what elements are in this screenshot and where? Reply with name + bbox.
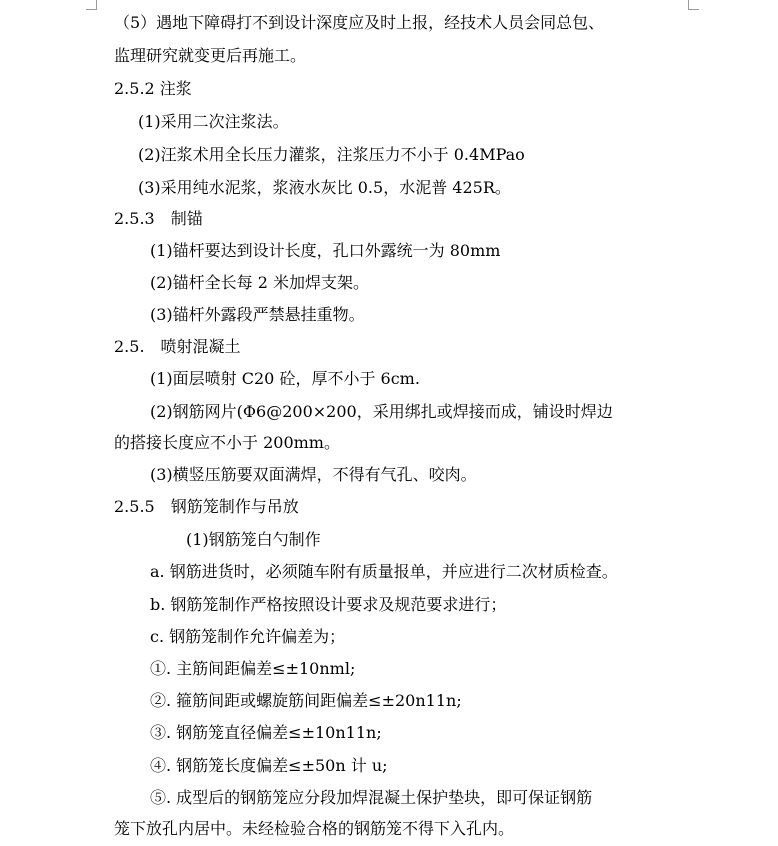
section-heading-2-5-5: 2.5.5 钢筋笼制作与吊放 [114,497,299,516]
paragraph-line: （5）遇地下障碍打不到设计深度应及时上报，经技术人员会同总包、 [114,13,605,32]
margin-corner-mark-right [688,0,699,10]
list-item: b. 钢筋笼制作严格按照设计要求及规范要求进行； [150,595,507,614]
list-item: (3)横竖压筋要双面满焊，不得有气孔、咬肉。 [150,465,477,484]
section-heading-2-5: 2.5. 喷射混凝土 [114,337,241,356]
list-item: ④. 钢筋笼长度偏差≤±50n 计 u; [150,756,388,775]
list-item: (1)锚杆要达到设计长度，孔口外露统一为 80mm [150,241,501,260]
sub-heading: (1)钢筋笼白勺制作 [186,530,321,549]
section-heading-2-5-3: 2.5.3 制锚 [114,209,203,228]
list-item: (2)锚杆全长每 2 米加焊支架。 [150,273,370,292]
list-item: ⑤. 成型后的钢筋笼应分段加焊混凝土保护垫块，即可保证钢筋 [150,788,593,807]
list-item: ②. 箍筋间距或螺旋筋间距偏差≤±20n11n; [150,691,462,710]
margin-corner-mark-left [86,0,97,10]
list-item: ①. 主筋间距偏差≤±10nml; [150,659,356,678]
list-item: a. 钢筋进货时，必须随车附有质量报单，并应进行二次材质检查。 [150,562,618,581]
section-heading-2-5-2: 2.5.2 注浆 [114,79,192,98]
paragraph-line: 监理研究就变更后再施工。 [114,46,307,65]
list-item: (3)锚杆外露段严禁悬挂重物。 [150,305,365,324]
paragraph-line: 的搭接长度应不小于 200mm。 [114,433,340,452]
list-item: ③. 钢筋笼直径偏差≤±10n11n; [150,723,382,742]
list-item: (1)采用二次注浆法。 [138,112,289,131]
paragraph-line: 笼下放孔内居中。未经检验合格的钢筋笼不得下入孔内。 [114,819,515,838]
list-item: (2)钢筋网片(Φ6@200×200，采用绑扎或焊接而成，铺设时焊边 [150,402,613,421]
list-item: (3)采用纯水泥浆，浆液水灰比 0.5，水泥普 425R。 [138,178,511,197]
list-item: (2)汪浆术用全长压力灌浆，注浆压力不小于 0.4MPao [138,145,525,164]
list-item: (1)面层喷射 C20 砼，厚不小于 6cm. [150,369,420,388]
list-item: c. 钢筋笼制作允许偏差为； [150,627,346,646]
